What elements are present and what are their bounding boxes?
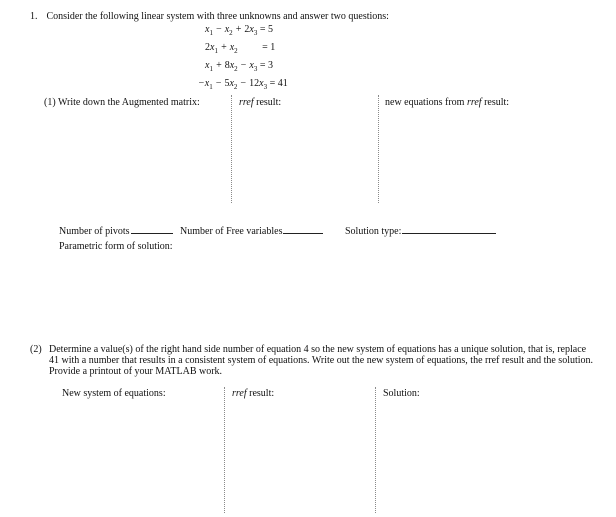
equation-1-lhs: $x_1 - x_2 + 2x_3$ [205, 24, 258, 37]
solution-type-label: Solution type: [345, 226, 402, 237]
equation-2-lhs: $2x_1 + x_2$ [205, 42, 238, 55]
pivots-blank[interactable] [131, 224, 173, 234]
free-variables-blank[interactable] [283, 224, 323, 234]
equation-4-lhs: $-x_1 - 5x_2 - 12x_3$ [198, 78, 268, 91]
part2-text: Determine a value(s) of the right hand side number of equation 4 so the new system of equations has a unique solution, that is, replace 41 with a number that results in a consistent system of equations. Write out the new system of equations, the rref result and the solution. Provide a printout of your MATLAB work. [49, 344, 594, 377]
equation-4 [198, 78, 288, 91]
solution-type-field [345, 224, 496, 237]
part2-instructions [30, 344, 594, 377]
pivots-field [59, 224, 173, 237]
question-number: 1. [30, 11, 38, 22]
part2-number: (2) [30, 344, 42, 355]
free-variables-label: Number of Free variables [180, 226, 283, 237]
equation-4-rhs: = 41 [269, 78, 288, 89]
equation-1-rhs: = 5 [259, 24, 273, 35]
part1-divider-right [378, 95, 379, 203]
new-equations-label: new equations from rref result: [385, 97, 510, 108]
part2-rref-label: rref result: [232, 388, 275, 399]
equation-2-rhs: = 1 [262, 42, 276, 53]
equation-1 [205, 24, 273, 37]
solution-type-blank[interactable] [402, 224, 496, 234]
equation-3-rhs: = 3 [259, 60, 273, 71]
question-prompt: Consider the following linear system with three unknowns and answer two questions: [46, 11, 389, 22]
augmented-matrix-label: (1) Write down the Augmented matrix: [44, 97, 200, 108]
part2-divider-right [375, 387, 376, 513]
part2-solution-label: Solution: [383, 388, 420, 399]
question-header [30, 11, 389, 22]
free-variables-field [180, 224, 323, 237]
equation-2 [205, 42, 275, 55]
new-system-label: New system of equations: [62, 388, 166, 399]
equation-3 [205, 60, 273, 73]
part1-rref-label: rref result: [239, 97, 282, 108]
part2-divider-left [224, 387, 225, 513]
pivots-label: Number of pivots [59, 226, 130, 237]
parametric-form-label: Parametric form of solution: [59, 241, 173, 252]
part1-divider-left [231, 95, 232, 203]
equation-3-lhs: $x_1 + 8x_2 - x_3$ [205, 60, 258, 73]
